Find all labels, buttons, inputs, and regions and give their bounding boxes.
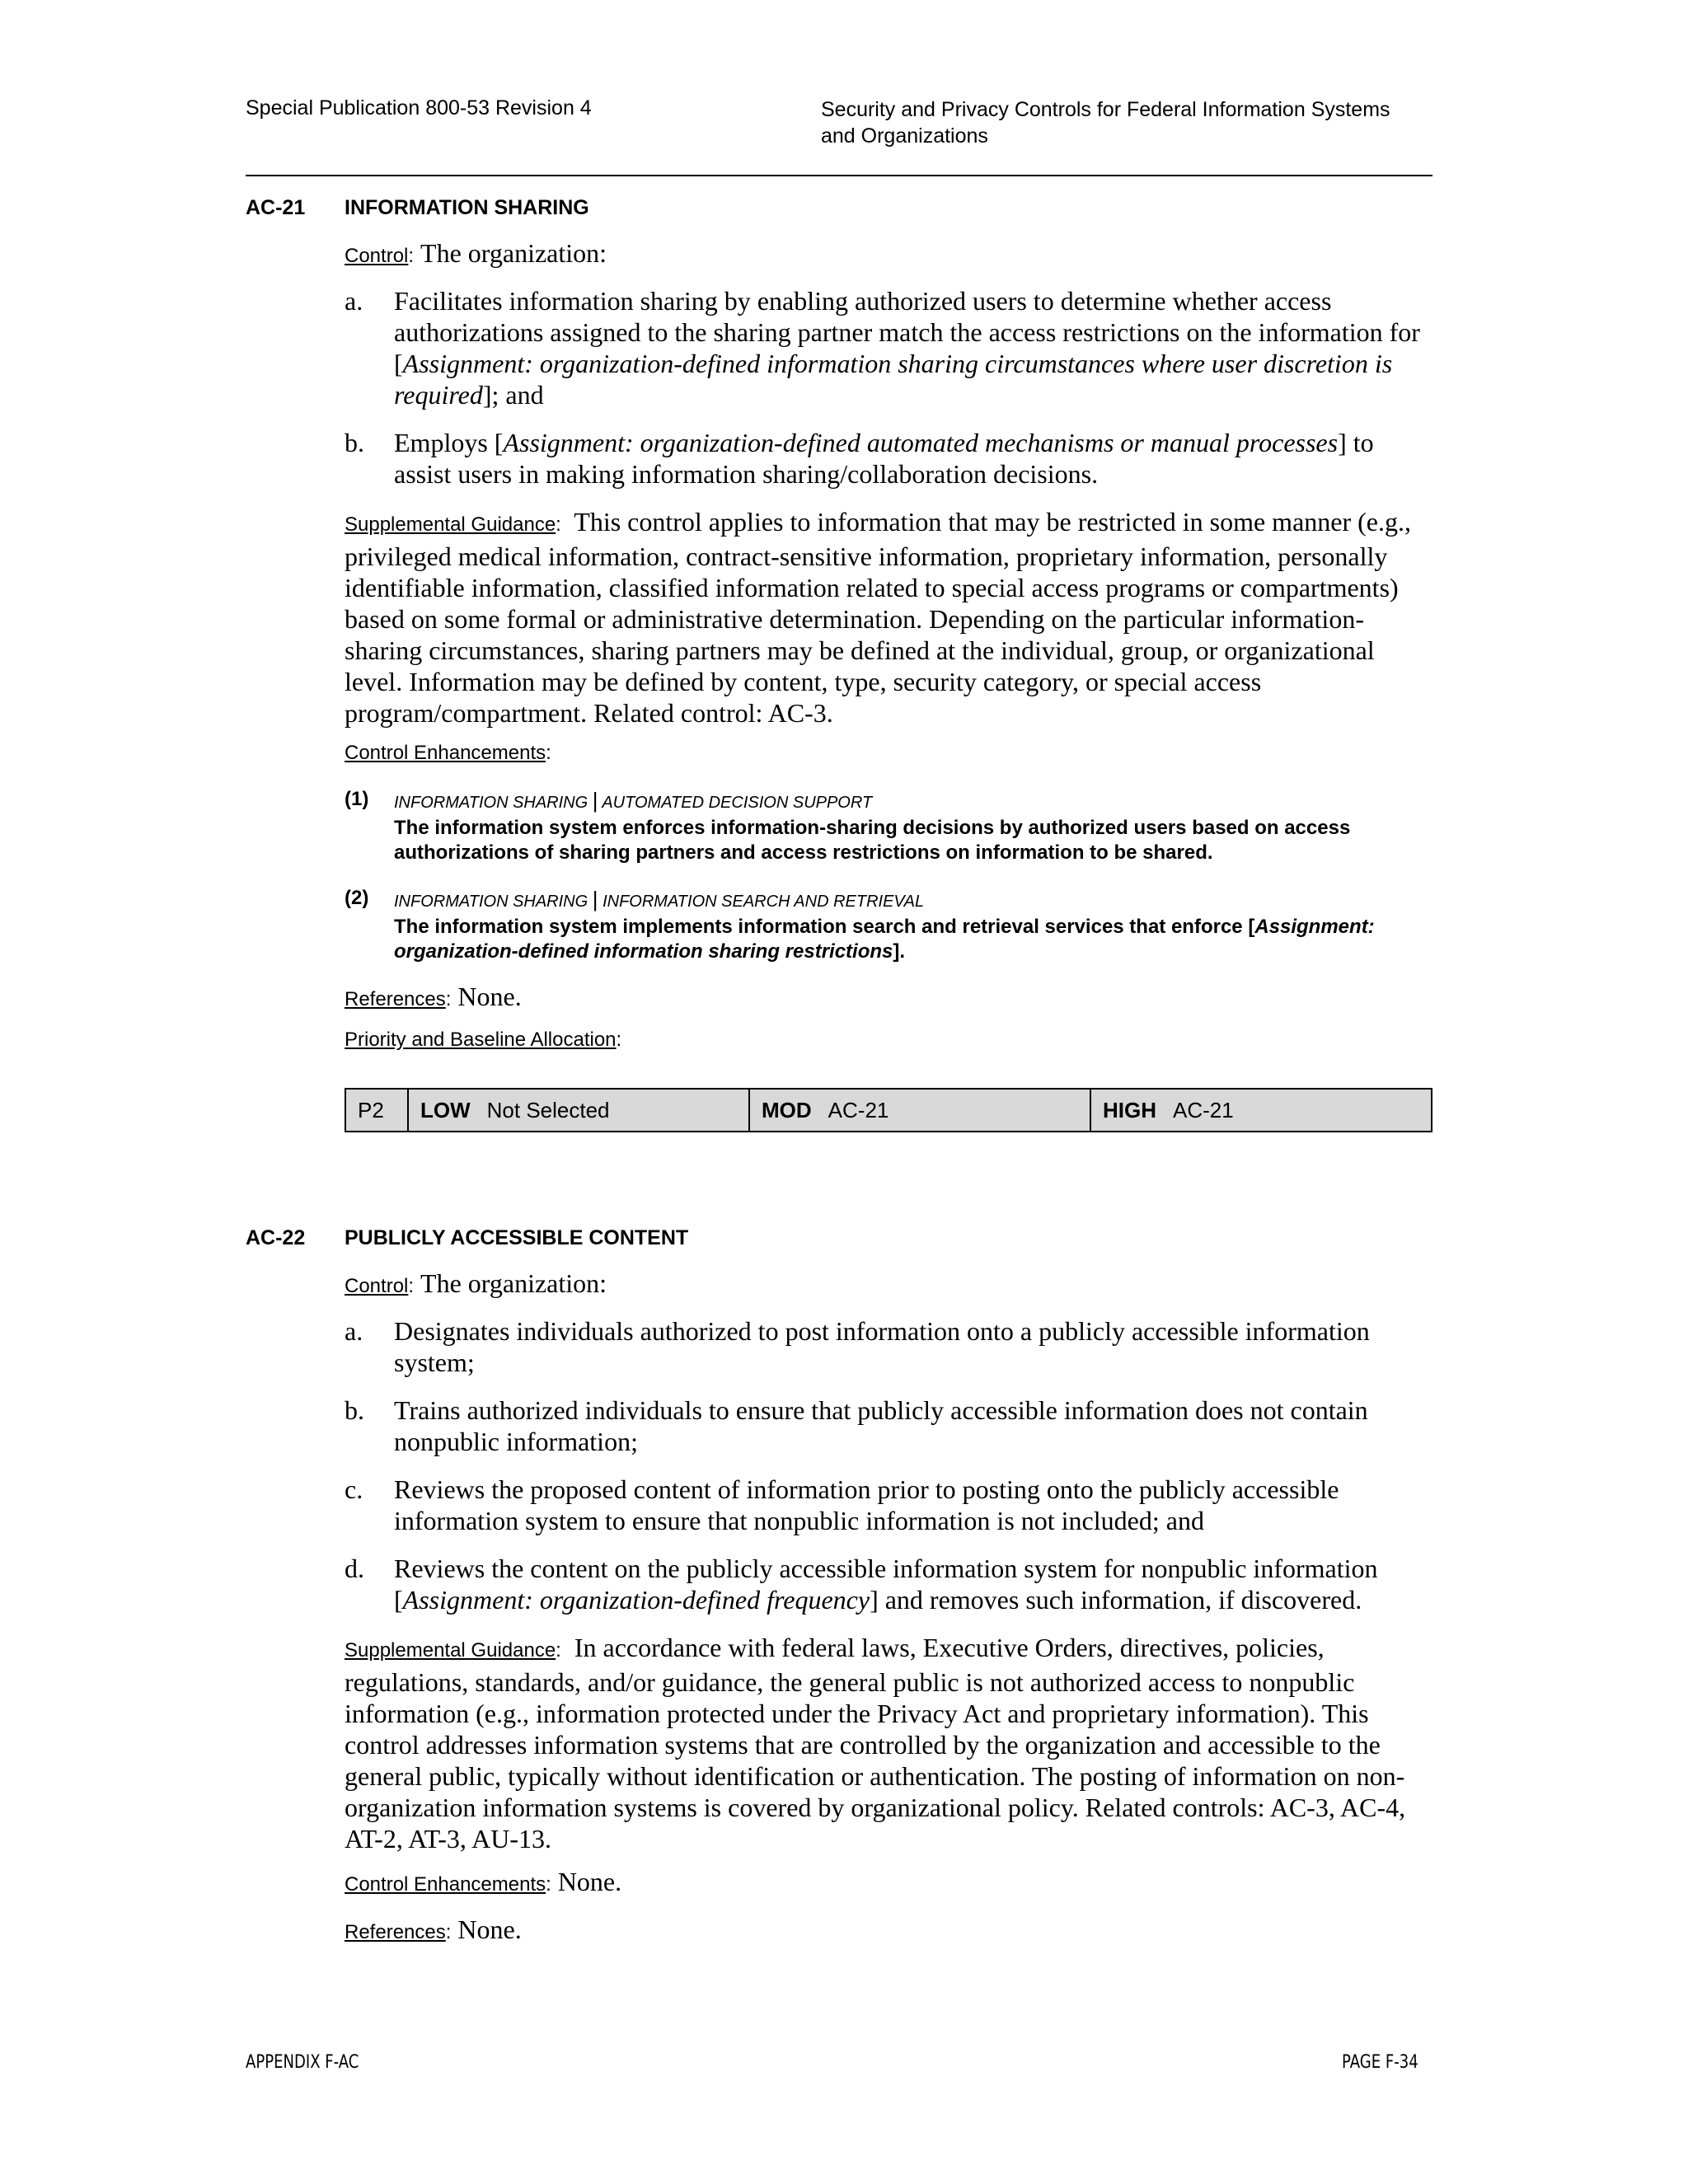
section-id-ac21: AC-21 <box>246 196 306 219</box>
ac21-item-b-assignment: Assignment: organization-defined automated mechanisms or manual processes <box>503 428 1339 457</box>
ac22-item-d <box>345 1553 1432 1615</box>
ac22-control-line: Control: The organization: <box>345 1268 607 1298</box>
ac21-item-b-mark: b. <box>345 428 364 457</box>
ac21-enh1-separator: | <box>592 788 598 813</box>
ac21-references-line: References: None. <box>345 982 522 1011</box>
ac22-item-b-mark: b. <box>345 1395 364 1425</box>
ac21-enhancements-line: Control Enhancements: <box>345 742 551 764</box>
ac22-control-label: Control <box>345 1275 409 1297</box>
ac21-enh2-separator: | <box>592 887 598 912</box>
ac21-control-line: Control: The organization: <box>345 238 607 268</box>
baseline-priority: P2 <box>358 1097 384 1122</box>
ac22-item-a-mark: a. <box>345 1316 363 1346</box>
section-id-ac22: AC-22 <box>246 1226 306 1249</box>
ac22-item-a <box>345 1315 1432 1378</box>
ac21-enh2-post: ]. <box>893 940 906 963</box>
header-publication: Special Publication 800-53 Revision 4 <box>246 96 592 120</box>
baseline-mod-label: MOD <box>762 1097 812 1122</box>
ac22-enhancements-label: Control Enhancements <box>345 1873 546 1896</box>
ac21-references-label: References <box>345 988 446 1010</box>
ac21-supplemental-label: Supplemental Guidance <box>345 513 556 536</box>
header-document-title <box>821 96 1447 149</box>
ac21-item-a-text: Facilitates information sharing by enabling authorized users to determine whether access authorizations assigned to the sharing partner match the access restrictions on the information for [ <box>394 286 1420 378</box>
ac21-enh1-number: (1) <box>345 788 369 810</box>
ac22-item-d-assignment: Assignment: organization-defined frequency <box>402 1585 870 1615</box>
ac21-item-a-post: ]; and <box>482 380 544 410</box>
header-title-line1: Security and Privacy Controls for Federal Information Systems <box>821 98 1390 121</box>
ac22-item-c-mark: c. <box>345 1474 363 1504</box>
ac21-item-b-text: Employs [ <box>394 428 504 457</box>
ac22-item-b-text: Trains authorized individuals to ensure that publicly accessible information does not contain nonpublic information; <box>394 1395 1368 1456</box>
baseline-mod-cell <box>750 1090 1091 1131</box>
baseline-low-label: LOW <box>420 1097 471 1122</box>
ac22-enhancements-text: None. <box>557 1867 622 1896</box>
ac22-item-a-text: Designates individuals authorized to post information onto a publicly accessible information system; <box>394 1316 1370 1377</box>
baseline-high-label: HIGH <box>1103 1097 1156 1122</box>
ac21-enh1-text: The information system enforces information-sharing decisions by authorized users based on access authorizations of sharing partners and access restrictions on information to be shared. <box>394 817 1351 864</box>
ac21-enh2-heading-b: INFORMATION SEARCH AND RETRIEVAL <box>603 893 925 911</box>
header-title-line2: and Organizations <box>821 124 988 148</box>
ac22-item-b <box>345 1394 1432 1457</box>
ac21-enh1-heading-b: AUTOMATED DECISION SUPPORT <box>602 794 873 812</box>
ac22-item-c <box>345 1474 1432 1536</box>
header-divider <box>246 175 1432 176</box>
ac22-supplemental-guidance: Supplemental Guidance: In accordance with federal laws, Executive Orders, directives, policies, regulations, standards, and/or guidance, the general public is not authorized access to nonpublic information (e.g., information protected under the Privacy Act and proprietary information). This control addresses information systems that are controlled by the organization and accessible to the general public, typically without identification or authentication. The posting of information on non-organization information systems is covered by organizational policy. Related controls: AC-3, AC-4, AT-2, AT-3, AU-13. <box>345 1633 1406 1854</box>
ac22-control-intro: The organization: <box>420 1268 607 1298</box>
ac21-enh2-number: (2) <box>345 887 369 909</box>
ac21-priority-line: Priority and Baseline Allocation: <box>345 1029 622 1051</box>
ac22-references-line: References: None. <box>345 1915 522 1944</box>
ac21-item-a-assignment: Assignment: organization-defined information sharing circumstances where user discretion is required <box>394 349 1393 410</box>
ac21-priority-label: Priority and Baseline Allocation <box>345 1029 617 1051</box>
ac21-enh2-heading <box>394 887 924 912</box>
ac21-enhancements-label: Control Enhancements <box>345 742 546 764</box>
ac22-supplemental-label: Supplemental Guidance <box>345 1639 556 1661</box>
ac22-references-text: None. <box>457 1915 522 1944</box>
baseline-low-cell <box>409 1090 750 1131</box>
ac21-references-text: None. <box>457 982 522 1011</box>
section-title-ac21: INFORMATION SHARING <box>345 196 589 219</box>
ac22-item-c-text: Reviews the proposed content of information prior to posting onto the publicly accessible information system to ensure that nonpublic information is not included; and <box>394 1474 1339 1535</box>
ac21-enh2-text: The information system implements information search and retrieval services that enforce [ <box>394 916 1255 938</box>
ac21-enh1-heading <box>394 788 872 813</box>
ac21-item-b-post: ] to assist users in making information sharing/collaboration decisions. <box>394 428 1374 489</box>
footer-appendix: APPENDIX F-AC <box>246 2052 359 2073</box>
baseline-high-cell <box>1091 1090 1431 1131</box>
baseline-allocation-table <box>345 1088 1432 1132</box>
baseline-low-value: Not Selected <box>486 1097 610 1122</box>
ac21-item-a-mark: a. <box>345 286 363 316</box>
section-title-ac22: PUBLICLY ACCESSIBLE CONTENT <box>345 1226 689 1249</box>
ac21-enh1-heading-a: INFORMATION SHARING <box>394 794 588 812</box>
ac22-item-d-text: Reviews the content on the publicly accessible information system for nonpublic information [ <box>394 1554 1378 1615</box>
ac21-supplemental-guidance: Supplemental Guidance: This control applies to information that may be restricted in some manner (e.g., privileged medical information, contract-sensitive information, proprietary information, personally identifiable information, classified information related to special access programs or compartments) based on some formal or administrative determination. Depending on the particular information-sharing circumstances, sharing partners may be defined at the individual, group, or organizational level. Information may be defined by content, type, security category, or special access program/compartment. Related control: AC-3. <box>345 507 1411 728</box>
baseline-mod-value: AC-21 <box>828 1097 889 1122</box>
footer-page-number: PAGE F-34 <box>1342 2052 1418 2073</box>
ac22-item-d-post: ] and removes such information, if discovered. <box>870 1585 1362 1615</box>
ac21-enh2-heading-a: INFORMATION SHARING <box>394 893 588 911</box>
ac21-supplemental-text: This control applies to information that may be restricted in some manner (e.g., privileged medical information, contract-sensitive information, proprietary information, personally identifiable information, classified information related to special access programs or compartments) based on some formal or administrative determination. Depending on the particular information-sharing circumstances, sharing partners may be defined at the individual, group, or organizational level. Information may be defined by content, type, security category, or special access program/compartment. Related control: AC-3. <box>345 507 1411 728</box>
ac21-item-b <box>345 427 1432 490</box>
ac21-enh1-body <box>394 816 1432 865</box>
baseline-high-value: AC-21 <box>1173 1097 1234 1122</box>
ac21-control-intro: The organization: <box>420 238 607 268</box>
ac22-enhancements-line: Control Enhancements: None. <box>345 1867 622 1896</box>
baseline-priority-cell <box>346 1090 409 1131</box>
ac22-references-label: References <box>345 1921 446 1943</box>
ac21-control-label: Control <box>345 245 409 267</box>
ac22-item-d-mark: d. <box>345 1554 364 1583</box>
ac21-enh2-body <box>394 915 1432 964</box>
ac21-enh2-assignment: Assignment: organization-defined information sharing restrictions <box>394 916 1375 963</box>
ac22-supplemental-text: In accordance with federal laws, Executive Orders, directives, policies, regulations, standards, and/or guidance, the general public is not authorized access to nonpublic information (e.g., information protected under the Privacy Act and proprietary information). This control addresses information systems that are controlled by the organization and accessible to the general public, typically without identification or authentication. The posting of information on non-organization information systems is covered by organizational policy. Related controls: AC-3, AC-4, AT-2, AT-3, AU-13. <box>345 1633 1406 1854</box>
ac21-item-a <box>345 285 1432 410</box>
